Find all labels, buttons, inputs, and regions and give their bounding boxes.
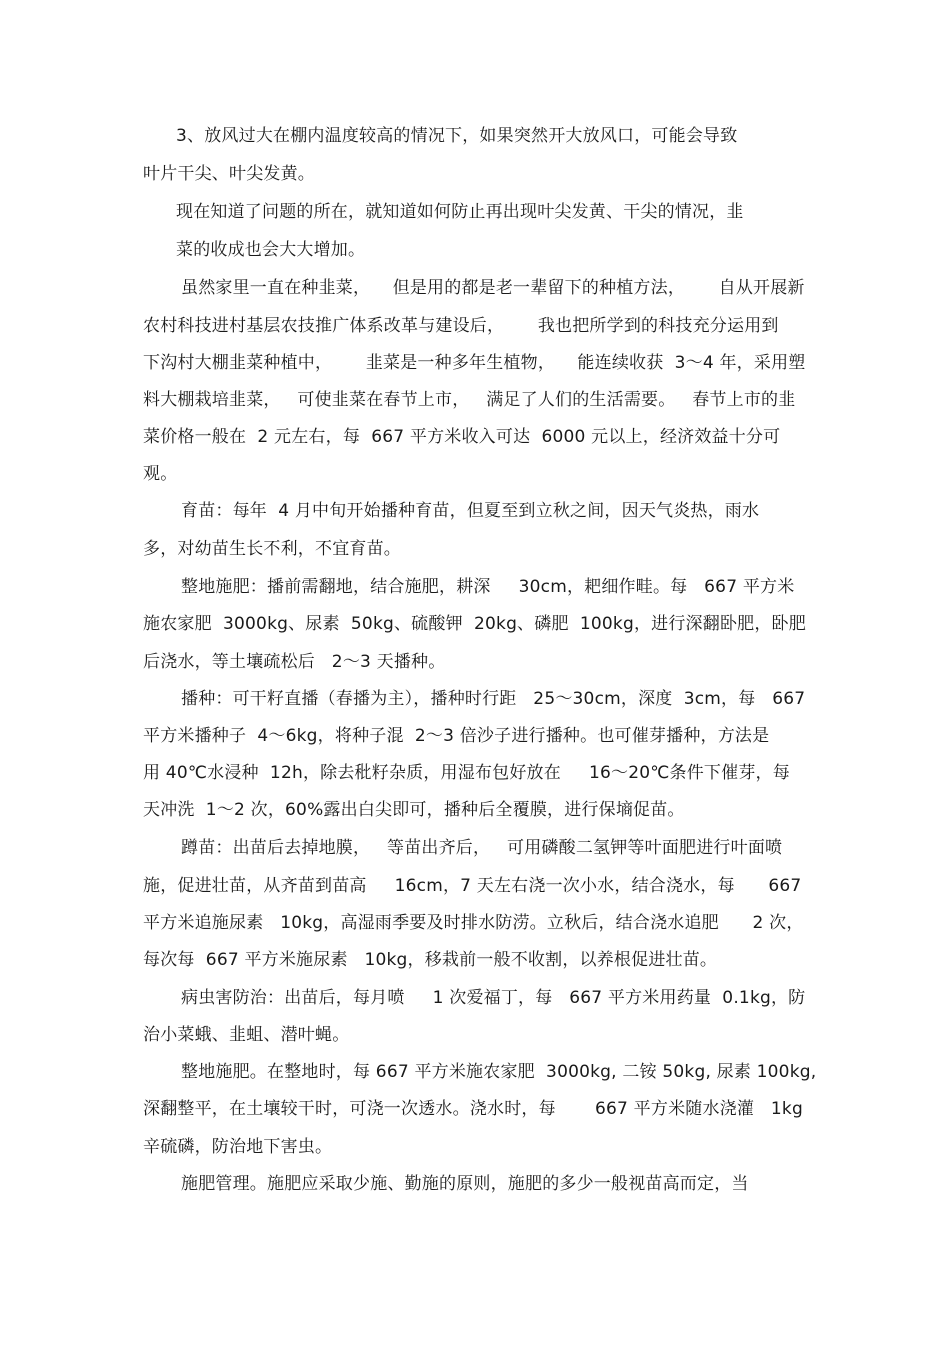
text-line: 观。 — [143, 464, 178, 484]
text-line: 施，促进壮苗，从齐苗到苗高 16cm，7 天左右浇一次小水，结合浇水，每 667 — [143, 876, 802, 896]
text-line: 菜的收成也会大大增加。 — [176, 240, 366, 260]
text-line: 叶片干尖、叶尖发黄。 — [143, 164, 315, 184]
text-line: 现在知道了问题的所在，就知道如何防止再出现叶尖发黄、干尖的情况，韭 — [176, 202, 744, 222]
text-line: 施肥管理。施肥应采取少施、勤施的原则，施肥的多少一般视苗高而定，当 — [181, 1174, 749, 1194]
text-line: 整地施肥。在整地时，每 667 平方米施农家肥 3000kg, 二铵 50kg, 尿素 100kg, — [181, 1062, 817, 1082]
text-line: 蹲苗：出苗后去掉地膜， 等苗出齐后， 可用磷酸二氢钾等叶面肥进行叶面喷 — [181, 838, 783, 858]
text-line: 育苗：每年 4 月中旬开始播种育苗，但夏至到立秋之间，因天气炎热，雨水 — [181, 501, 760, 521]
text-line: 农村科技进村基层农技推广体系改革与建设后， 我也把所学到的科技充分运用到 — [143, 316, 779, 336]
text-line: 施农家肥 3000kg、尿素 50kg、硫酸钾 20kg、磷肥 100kg，进行深翻卧肥，卧肥 — [143, 614, 806, 634]
text-line: 3、放风过大在棚内温度较高的情况下，如果突然开大放风口，可能会导致 — [176, 126, 738, 146]
text-line: 后浇水，等土壤疏松后 2～3 天播种。 — [143, 652, 446, 672]
text-line: 平方米追施尿素 10kg，高湿雨季要及时排水防涝。立秋后，结合浇水追肥 2 次， — [143, 913, 804, 933]
text-line: 用 40℃水浸种 12h，除去秕籽杂质，用湿布包好放在 16～20℃条件下催芽，每 — [143, 763, 790, 783]
text-line: 辛硫磷，防治地下害虫。 — [143, 1137, 333, 1157]
text-line: 虽然家里一直在种韭菜， 但是用的都是老一辈留下的种植方法， 自从开展新 — [181, 278, 805, 298]
text-line: 菜价格一般在 2 元左右，每 667 平方米收入可达 6000 元以上，经济效益十分可 — [143, 427, 781, 447]
text-line: 治小菜蛾、韭蛆、潜叶蝇。 — [143, 1025, 350, 1045]
text-line: 深翻整平，在土壤较干时，可浇一次透水。浇水时，每 667 平方米随水浇灌 1kg — [143, 1099, 803, 1119]
text-line: 平方米播种子 4～6kg，将种子混 2～3 倍沙子进行播种。也可催芽播种，方法是 — [143, 726, 770, 746]
text-line: 料大棚栽培韭菜， 可使韭菜在春节上市， 满足了人们的生活需要。 春节上市的韭 — [143, 390, 796, 410]
text-line: 病虫害防治：出苗后，每月喷 1 次爱福丁，每 667 平方米用药量 0.1kg，防 — [181, 988, 806, 1008]
text-line: 播种：可干籽直播（春播为主），播种时行距 25～30cm，深度 3cm，每 667 — [181, 689, 806, 709]
text-line: 每次每 667 平方米施尿素 10kg，移栽前一般不收割，以养根促进壮苗。 — [143, 950, 718, 970]
text-line: 天冲洗 1～2 次，60%露出白尖即可，播种后全覆膜，进行保墒促苗。 — [143, 800, 685, 820]
text-line: 整地施肥：播前需翻地，结合施肥，耕深 30cm，耙细作畦。每 667 平方米 — [181, 577, 795, 597]
text-line: 下沟村大棚韭菜种植中， 韭菜是一种多年生植物， 能连续收获 3～4 年，采用塑 — [143, 353, 806, 373]
text-line: 多，对幼苗生长不利，不宜育苗。 — [143, 539, 401, 559]
